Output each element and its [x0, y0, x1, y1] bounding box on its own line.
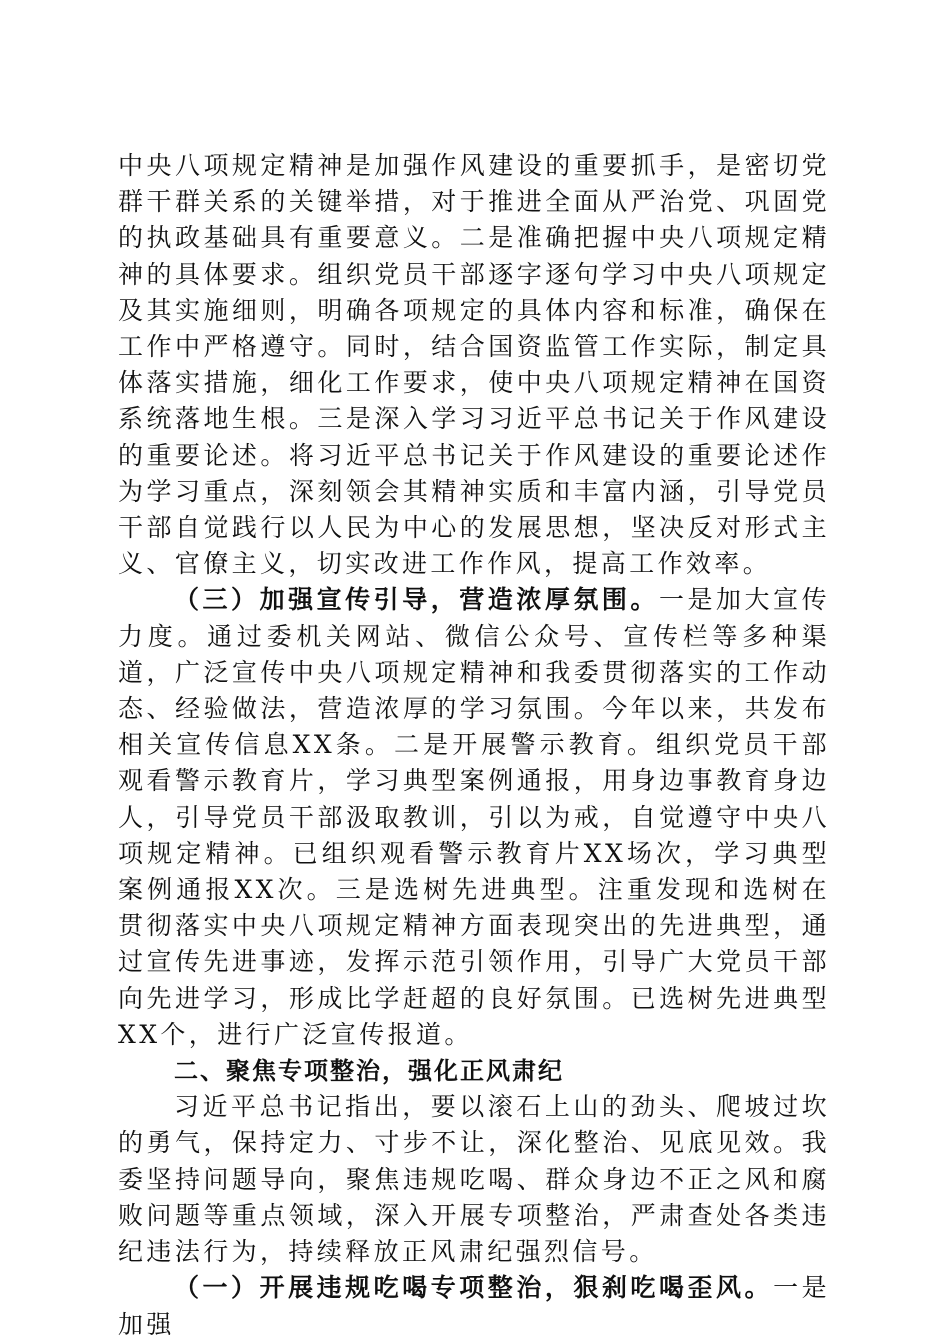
subsection-heading: （一）开展违规吃喝专项整治，狠刹吃喝歪风。	[174, 1273, 774, 1303]
paragraph-text: 中央八项规定精神是加强作风建设的重要抓手，是密切党群干群关系的关键举措，对于推进全面从严治党、巩固党的执政基础具有重要意义。二是准确把握中央八项规定精神的具体要求。组织党员干部逐字逐句学习中央八项规定及其实施细则，明确各项规定的具体内容和标准，确保在工作中严格遵守。同时，结合国资监管工作实际，制定具体落实措施，细化工作要求，使中央八项规定精神在国资系统落地生根。三是深入学习习近平总书记关于作风建设的重要论述。将习近平总书记关于作风建设的重要论述作为学习重点，深刻领会其精神实质和丰富内涵，引导党员干部自觉践行以人民为中心的发展思想，坚决反对形式主义、官僚主义，切实改进工作作风，提高工作效率。	[118, 151, 830, 579]
paragraph-text: 一是加强	[118, 1273, 830, 1339]
paragraph-continuation	[118, 148, 830, 582]
paragraph-rectification	[118, 1270, 830, 1342]
paragraph-text: 习近平总书记指出，要以滚石上山的劲头、爬坡过坎的勇气，保持定力、寸步不让，深化整治、见底见效。我委坚持问题导向，聚焦违规吃喝、群众身边不正之风和腐败问题等重点领域，深入开展专项整治，严肃查处各类违纪违法行为，持续释放正风肃纪强烈信号。	[118, 1092, 830, 1267]
paragraph-text: 一是加大宣传力度。通过委机关网站、微信公众号、宣传栏等多种渠道，广泛宣传中央八项规定精神和我委贯彻落实的工作动态、经验做法，营造浓厚的学习氛围。今年以来，共发布相关宣传信息XX条。二是开展警示教育。组织党员干部观看警示教育片，学习典型案例通报，用身边事教育身边人，引导党员干部汲取教训，引以为戒，自觉遵守中央八项规定精神。已组织观看警示教育片XX场次，学习典型案例通报XX次。三是选树先进典型。注重发现和选树在贯彻落实中央八项规定精神方面表现突出的先进典型，通过宣传先进事迹，发挥示范引领作用，引导广大党员干部向先进学习，形成比学赶超的良好氛围。已选树先进典型XX个，进行广泛宣传报道。	[118, 585, 830, 1049]
document-body	[118, 148, 830, 1343]
paragraph-intro	[118, 1089, 830, 1270]
section-heading: 二、聚焦专项整治，强化正风肃纪	[174, 1057, 564, 1086]
paragraph-publicity	[118, 582, 830, 1053]
subsection-heading: （三）加强宣传引导，营造浓厚氛围。	[174, 585, 659, 615]
